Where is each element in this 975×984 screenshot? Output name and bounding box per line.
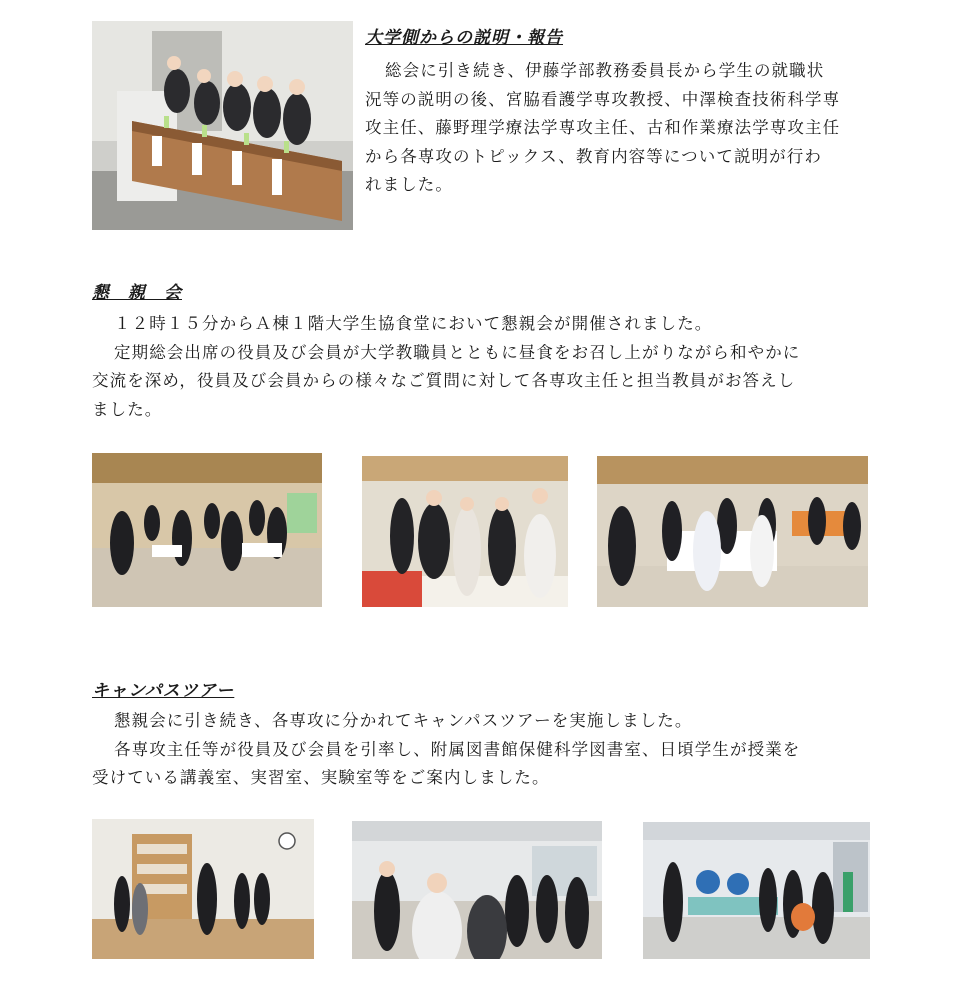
- text-line: から各専攻のトピックス、教育内容等について説明が行わ: [365, 146, 822, 166]
- tour-photo-classroom: [352, 821, 602, 959]
- social-photo-3: [597, 456, 868, 607]
- text-line: 受けている講義室、実習室、実験室等をご案内しました。: [92, 768, 550, 787]
- text-line: 定期総会出席の役員及び会員が大学教職員とともに昼食をお召し上がりながら和やかに: [114, 342, 801, 362]
- text-line: 懇親会に引き続き、各専攻に分かれてキャンパスツアーを実施しました。: [114, 711, 693, 730]
- tour-photo-library: [92, 819, 314, 959]
- explanation-paragraph: [365, 57, 925, 200]
- text-line: ました。: [92, 399, 163, 419]
- text-line: 攻主任、藤野理学療法学専攻主任、古和作業療法学専攻主任: [365, 118, 841, 137]
- tour-heading: キャンパスツアー: [92, 681, 235, 701]
- social-paragraph: [92, 310, 912, 424]
- text-line: 交流を深め，役員及び会員からの様々なご質問に対して各専攻主任と担当教員がお答えし: [92, 371, 796, 390]
- social-heading: 懇 親 会: [92, 283, 182, 303]
- meeting-photo: [92, 21, 353, 230]
- tour-photo-lab: [643, 822, 870, 959]
- social-photo-2: [362, 456, 568, 607]
- explanation-heading: 大学側からの説明・報告: [365, 28, 563, 48]
- tour-paragraph: [92, 707, 912, 793]
- text-line: れました。: [365, 175, 453, 194]
- text-line: １２時１５分からＡ棟１階大学生協食堂において懇親会が開催されました。: [114, 314, 713, 333]
- text-line: 各専攻主任等が役員及び会員を引率し、附属図書館保健科学図書室、日頃学生が授業を: [114, 739, 801, 759]
- social-photo-1: [92, 453, 322, 607]
- text-line: 況等の説明の後、宮脇看護学専攻教授、中澤検査技術科学専: [365, 89, 841, 109]
- text-line: 総会に引き続き、伊藤学部教務委員長から学生の就職状: [385, 61, 825, 80]
